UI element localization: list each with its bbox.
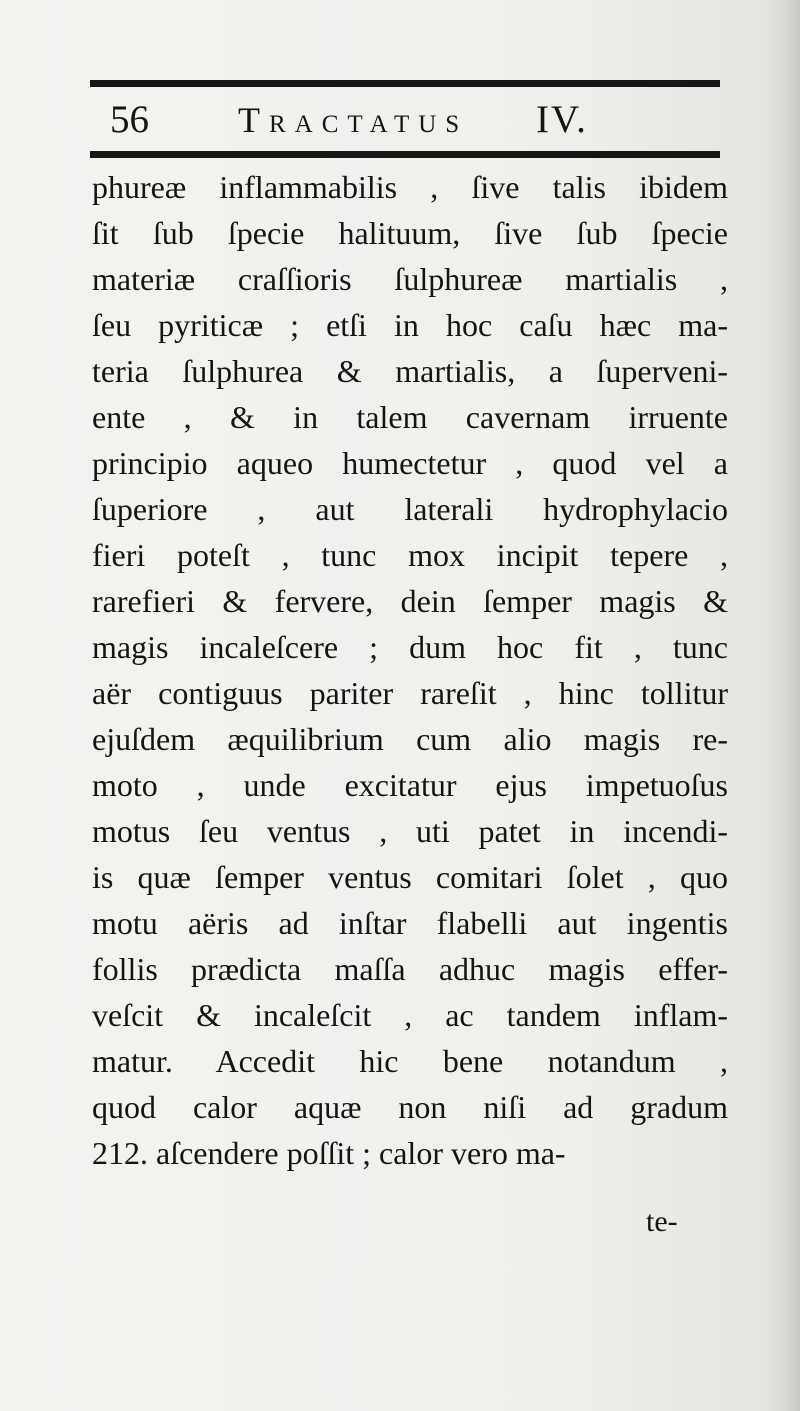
text-line: motus ſeu ventus , uti patet in incendi- [92,813,728,849]
text-line: follis prædicta maſſa adhuc magis effer- [92,951,728,987]
text-line: quod calor aquæ non niſi ad gradum [92,1089,728,1125]
running-head [90,96,720,144]
text-line: ſeu pyriticæ ; etſi in hoc caſu hæc ma- [92,307,728,343]
text-line: motu aëris ad inſtar flabelli aut ingentis [92,905,728,941]
text-line: teria ſulphurea & martialis, a ſuperveni- [92,353,728,389]
treatise-number: IV. [536,98,588,141]
page-number: 56 [110,98,149,141]
text-line: veſcit & incaleſcit , ac tandem inflam- [92,997,728,1033]
text-line: ſit ſub ſpecie halituum, ſive ſub ſpecie [92,215,728,251]
text-line: ente , & in talem cavernam irruente [92,399,728,435]
text-line: moto , unde excitatur ejus impetuoſus [92,767,728,803]
text-line: rarefieri & fervere, dein ſemper magis & [92,583,728,619]
text-line: principio aqueo humectetur , quod vel a [92,445,728,481]
body-text [92,164,728,1176]
text-line: is quæ ſemper ventus comitari ſolet , quo [92,859,728,895]
text-line: matur. Accedit hic bene notandum , [92,1043,728,1079]
text-line: phureæ inflammabilis , ſive talis ibidem [92,169,728,205]
text-line: ſuperiore , aut laterali hydrophylacio [92,491,728,527]
text-line: ejuſdem æquilibrium cum alio magis re- [92,721,728,757]
catchword: te- [646,1205,678,1238]
text-line: fieri poteſt , tunc mox incipit tepere , [92,537,728,573]
page-edge-shadow [766,0,800,1411]
header-rule-top [90,80,720,87]
running-title: Tractatus [238,100,469,140]
text-line: aër contiguus pariter rareſit , hinc tollitur [92,675,728,711]
header-rule-bottom [90,151,720,158]
text-line: magis incaleſcere ; dum hoc fit , tunc [92,629,728,665]
text-line: materiæ craſſioris ſulphureæ martialis , [92,261,728,297]
text-line: 212. aſcendere poſſit ; calor vero ma- [92,1135,566,1171]
